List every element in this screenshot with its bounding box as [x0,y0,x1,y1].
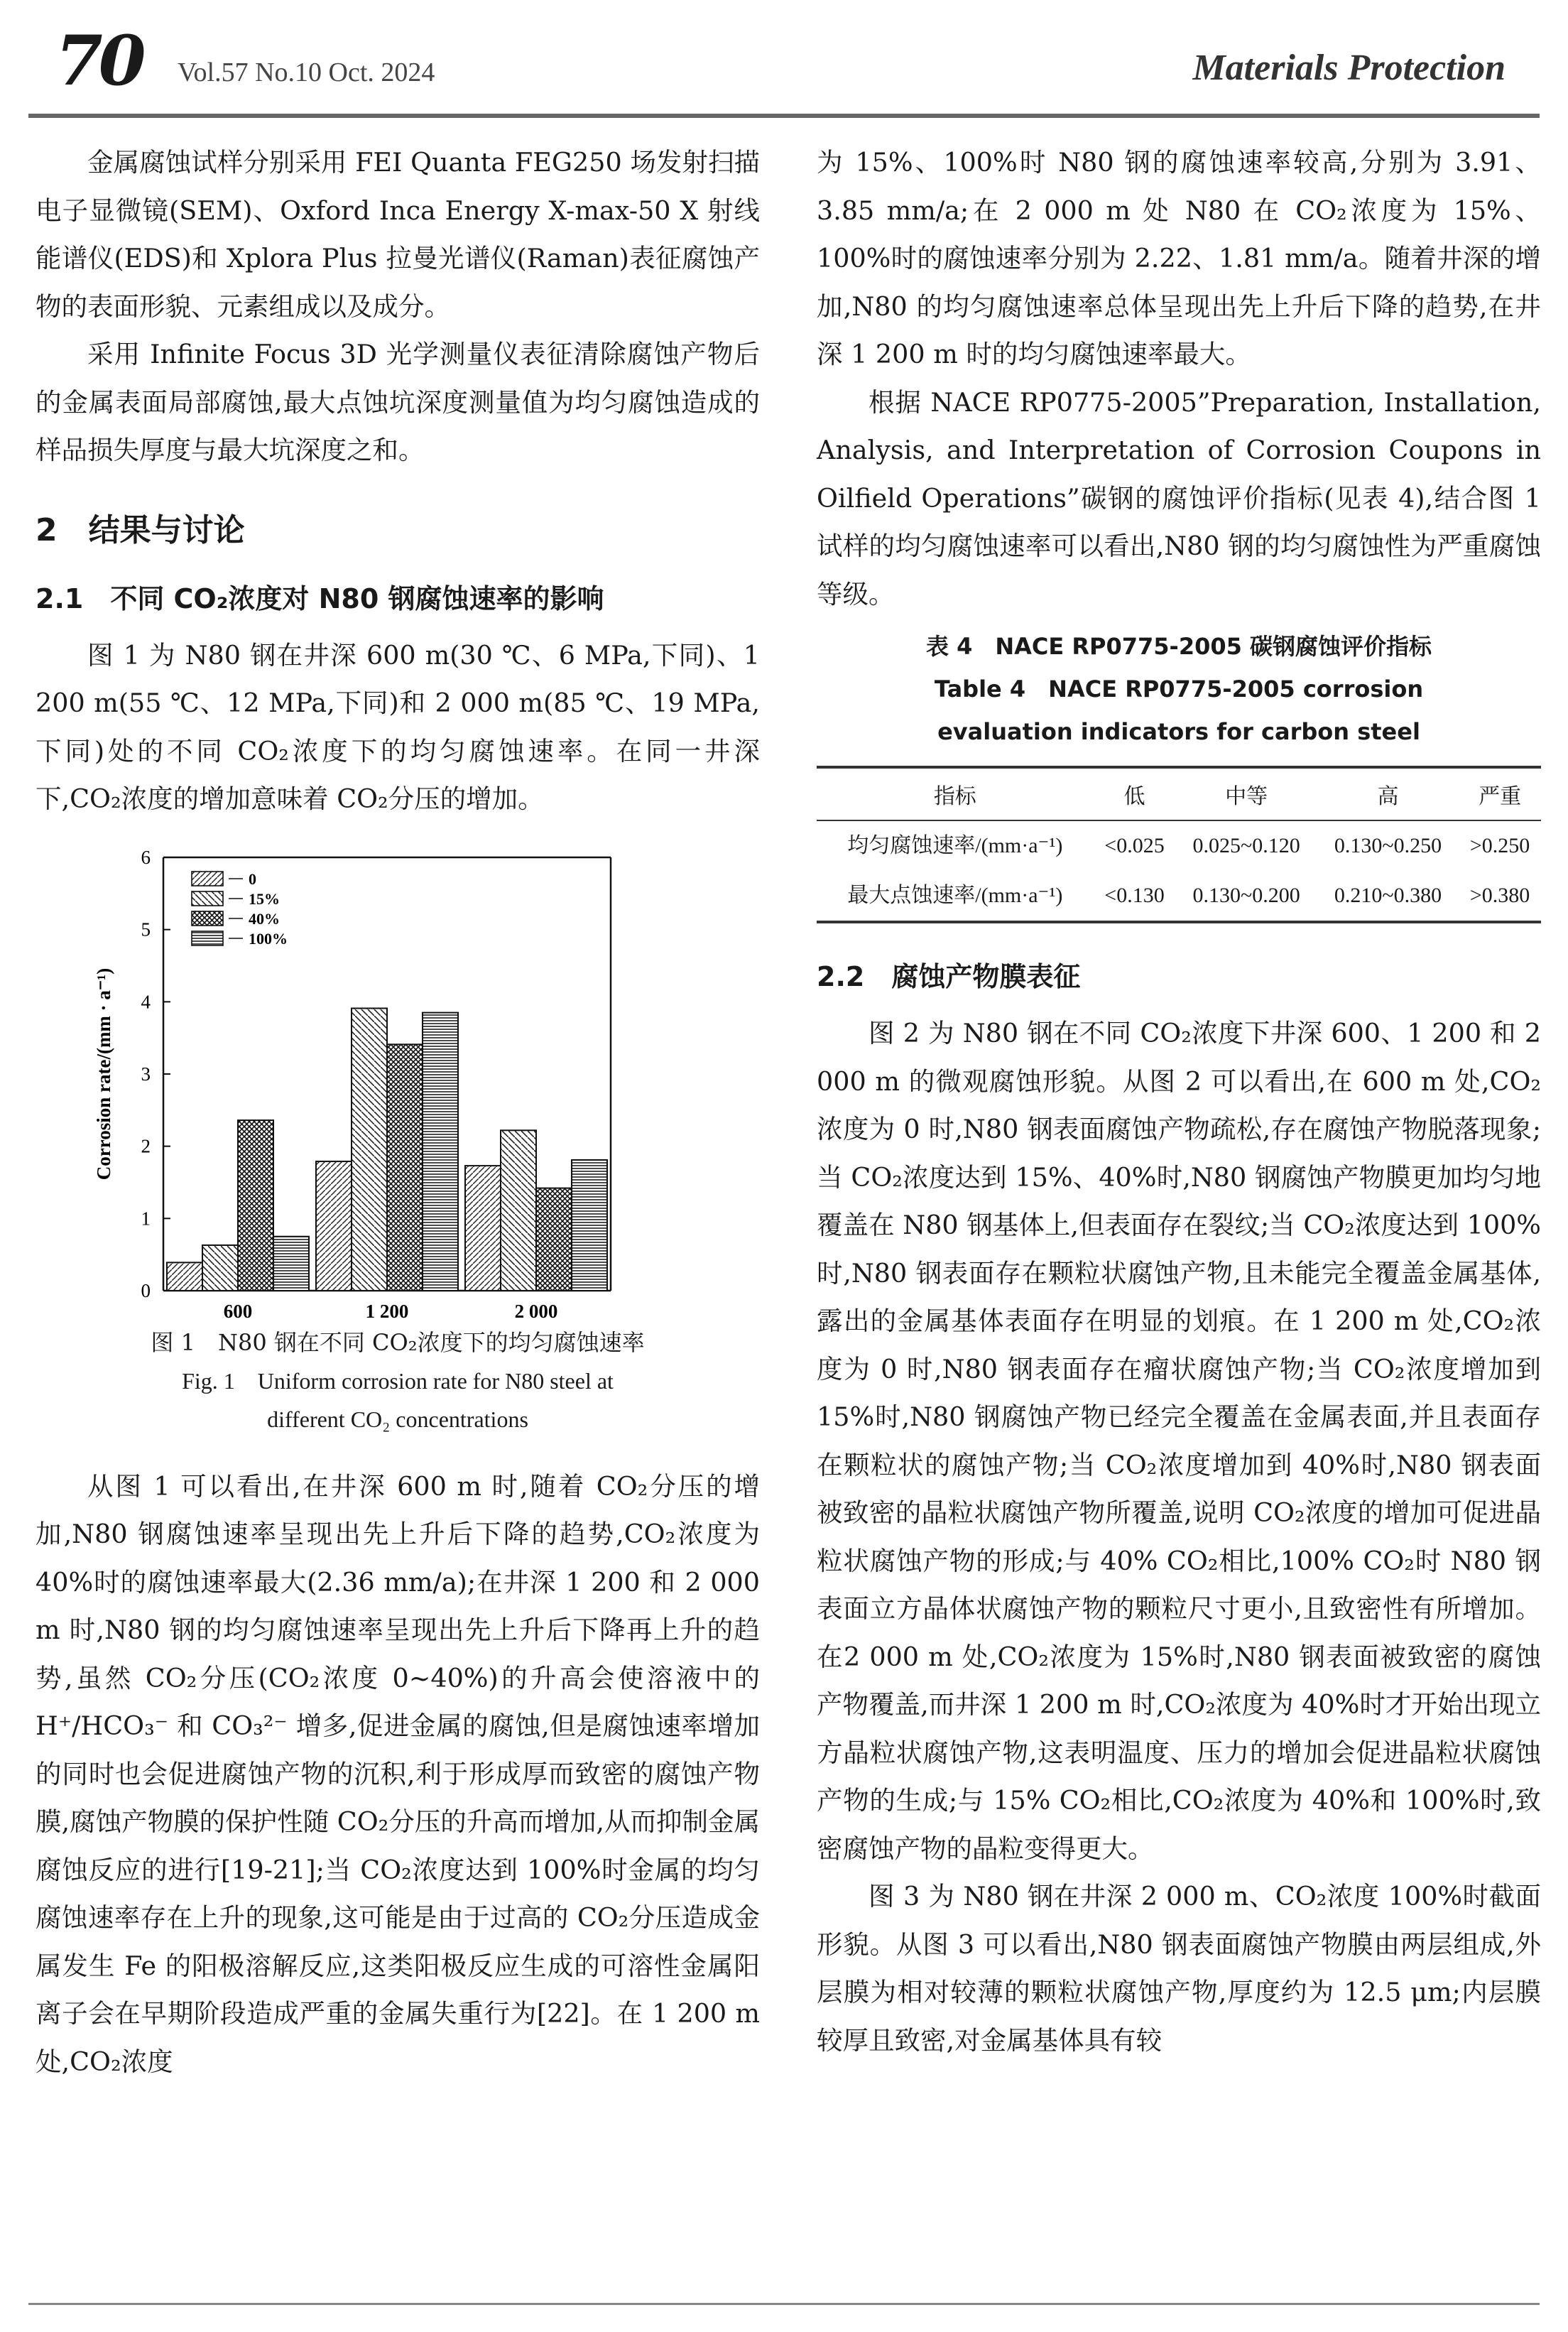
table-cell: 0.210~0.380 [1317,871,1459,922]
table-caption-cn: 表 4 NACE RP0775-2005 碳钢腐蚀评价指标 [925,633,1432,660]
x-tick-label: 2 000 [514,1300,558,1319]
legend-swatch [192,911,223,926]
page-number: 70 [55,21,142,101]
y-tick-label: 1 [141,1207,151,1229]
table-cell: 0.130~0.200 [1175,871,1317,922]
legend-swatch [192,872,223,886]
legend-label: 40% [249,909,280,928]
bar-0-0 [167,1262,202,1291]
table-cell: <0.025 [1104,834,1165,857]
paragraph: 从图 1 可以看出,在井深 600 m 时,随着 CO₂分压的增加,N80 钢腐蚀速率呈现出先上升后下降的趋势,CO₂浓度为 40%时的腐蚀速率最大(2.36 mm/a);在井深 1 200 和 2 000 m 时,N80 钢的均匀腐蚀速率呈现出先上升后下降再上升的趋势,虽然 CO₂分压(CO₂浓度 0~40%)的升高会使溶液中的 H⁺/HCO₃⁻ 和 CO₃²⁻ 增多,促进金属的腐蚀,但是腐蚀速率增加的同时也会促进腐蚀产物的沉积,利于形成厚而致密的腐蚀产物膜,腐蚀产物膜的保护性随 CO₂分压的升高而增加,从而抑制金属腐蚀反应的进行[19-21];当 CO₂浓度达到 100%时金属的均匀腐蚀速率存在上升的现象,这可能是由于过高的 CO₂分压造成金属发生 Fe 的阳极溶解反应,这类阳极反应生成的可溶性金属阳离子会在早期阶段造成严重的金属失重行为[22]。在 1 200 m 处,CO₂浓度 [36,1470,760,2077]
table-header-cell: 指标 [817,767,1094,820]
table-cell: 0.025~0.120 [1192,834,1300,857]
y-tick-label: 6 [141,846,151,868]
table-caption-en-line2: evaluation indicators for carbon steel [937,718,1420,745]
journal-title: Materials Protection [1192,48,1506,88]
table-cell: >0.380 [1459,871,1541,922]
paragraph: 图 3 为 N80 钢在井深 2 000 m、CO₂浓度 100%时截面形貌。从图 3 可以看出,N80 钢表面腐蚀产物膜由两层组成,外层膜为相对较薄的颗粒状腐蚀产物,厚度约为 12.5 μm;内层膜较厚且致密,对金属基体具有较 [817,1881,1541,2056]
table-header-cell: 高 [1317,767,1459,820]
bar-0-2 [465,1166,501,1291]
y-tick-label: 5 [141,918,151,940]
journal-volume: Vol.57 No.10 Oct. 2024 [178,58,435,87]
bar-40pct-2 [536,1188,572,1290]
table-row [817,871,1541,922]
bar-40pct-1 [387,1044,423,1291]
subsection-heading: 2.2 腐蚀产物膜表征 [817,961,1081,992]
table-cell: 最大点蚀速率/(mm·a⁻¹) [817,871,1094,922]
table-cell: 0.130~0.250 [1334,834,1442,857]
y-tick-label: 4 [141,990,151,1012]
header-rule [28,114,1540,118]
y-axis-label: Corrosion rate/(mm · a⁻¹) [93,967,114,1180]
bar-15pct-2 [501,1130,536,1291]
section-heading: 2 结果与讨论 [36,511,245,548]
bar-0-1 [316,1161,352,1291]
corrosion-rate-chart [36,843,760,1319]
table-row [817,820,1541,871]
subsection-heading: 2.1 不同 CO₂浓度对 N80 钢腐蚀速率的影响 [36,582,604,614]
figure-1 [36,843,760,1319]
legend-swatch [192,931,223,945]
caption-en-line2: different CO₂ concentrations [267,1406,528,1432]
table-header-row [817,767,1541,820]
paragraph: 图 2 为 N80 钢在不同 CO₂浓度下井深 600、1 200 和 2 000 m 的微观腐蚀形貌。从图 2 可以看出,在 600 m 处,CO₂浓度为 0 时,N80 钢表面腐蚀产物疏松,存在腐蚀产物脱落现象;当 CO₂浓度达到 15%、40%时,N80 钢腐蚀产物膜更加均匀地覆盖在 N80 钢基体上,但表面存在裂纹;当 CO₂浓度达到 100%时,N80 钢表面存在颗粒状腐蚀产物,且未能完全覆盖金属基体,露出的金属基体表面存在明显的划痕。在 1 200 m 处,CO₂浓度为 0 时,N80 钢表面存在瘤状腐蚀产物;当 CO₂浓度增加到 15%时,N80 钢腐蚀产物已经完全覆盖在金属表面,并且表面存在颗粒状的腐蚀产物;当 CO₂浓度增加到 40%时,N80 钢表面被致密的晶粒状腐蚀产物所覆盖,说明 CO₂浓度的增加可促进晶粒状腐蚀产物的形成;与 40% CO₂相比,100% CO₂时 N80 钢表面立方晶体状腐蚀产物的颗粒尺寸更小,且致密性有所增加。在2 000 m 处,CO₂浓度为 15%时,N80 钢表面被致密的腐蚀产物覆盖,而井深 1 200 m 时,CO₂浓度为 40%时才开始出现立方晶粒状腐蚀产物,这表明温度、压力的增加会促进晶粒状腐蚀产物的生成;与 15% CO₂相比,CO₂浓度为 40%和 100%时,致密腐蚀产物的晶粒变得更大。 [817,1018,1541,1864]
caption-cn: 图 1 N80 钢在不同 CO₂浓度下的均匀腐蚀速率 [151,1328,645,1356]
table-cell: <0.130 [1094,871,1176,922]
table-header-cell: 中等 [1175,767,1317,820]
paragraph: 金属腐蚀试样分别采用 FEI Quanta FEG250 场发射扫描电子显微镜(SEM)、Oxford Inca Energy X-max-50 X 射线能谱仪(EDS)和 Xplora Plus 拉曼光谱仪(Raman)表征腐蚀产物的表面形貌、元素组成以及成分。 [36,147,760,322]
table-cell: 均匀腐蚀速率/(mm·a⁻¹) [847,834,1063,857]
y-tick-label: 2 [141,1135,151,1157]
figure-1-caption [36,1323,760,1438]
footer-rule [28,2303,1540,2305]
x-tick-label: 600 [223,1300,253,1319]
legend-swatch [192,891,223,906]
table-header-cell: 严重 [1459,767,1541,820]
bar-100pct-1 [423,1012,458,1290]
nace-table [817,766,1541,923]
bar-100pct-0 [273,1236,309,1290]
table-cell: >0.250 [1469,834,1530,857]
bar-100pct-2 [572,1159,607,1290]
y-tick-label: 0 [141,1279,151,1301]
table-4-caption [817,625,1541,753]
y-tick-label: 3 [141,1063,151,1085]
legend-label: 15% [249,889,280,908]
right-column [817,139,1541,2064]
bar-15pct-0 [202,1244,238,1290]
bar-40pct-0 [238,1120,273,1291]
paragraph: 为 15%、100%时 N80 钢的腐蚀速率较高,分别为 3.91、3.85 mm/a;在 2 000 m 处 N80 在 CO₂浓度为 15%、100%时的腐蚀速率分别为 2.22、1.81 mm/a。随着井深的增加,N80 的均匀腐蚀速率总体呈现出先上升后下降的趋势,在井深 1 200 m 时的均匀腐蚀速率最大。 [817,147,1541,369]
table-header-cell: 低 [1094,767,1176,820]
legend-label: 100% [249,929,288,948]
paragraph: 根据 NACE RP0775-2005”Preparation, Installation, Analysis, and Interpretation of Corrosion Coupons in Oilfield Operations”碳钢的腐蚀评价指标(见表 4),结合图 1 试样的均匀腐蚀速率可以看出,N80 钢的均匀腐蚀性为严重腐蚀等级。 [817,386,1541,609]
x-tick-label: 1 200 [365,1300,409,1319]
legend-label: 0 [249,869,256,888]
paragraph: 采用 Infinite Focus 3D 光学测量仪表征清除腐蚀产物后的金属表面局部腐蚀,最大点蚀坑深度测量值为均匀腐蚀造成的样品损失厚度与最大坑深度之和。 [36,339,760,465]
bar-15pct-1 [352,1008,387,1291]
paragraph: 图 1 为 N80 钢在井深 600 m(30 ℃、6 MPa,下同)、1 200 m(55 ℃、12 MPa,下同)和 2 000 m(85 ℃、19 MPa,下同)处的不同 CO₂浓度下的均匀腐蚀速率。在同一井深下,CO₂浓度的增加意味着 CO₂分压的增加。 [36,639,760,814]
table-caption-en-line1: Table 4 NACE RP0775-2005 corrosion [934,676,1424,703]
caption-en-line1: Fig. 1 Uniform corrosion rate for N80 steel at [182,1367,614,1394]
left-column [36,139,760,2086]
